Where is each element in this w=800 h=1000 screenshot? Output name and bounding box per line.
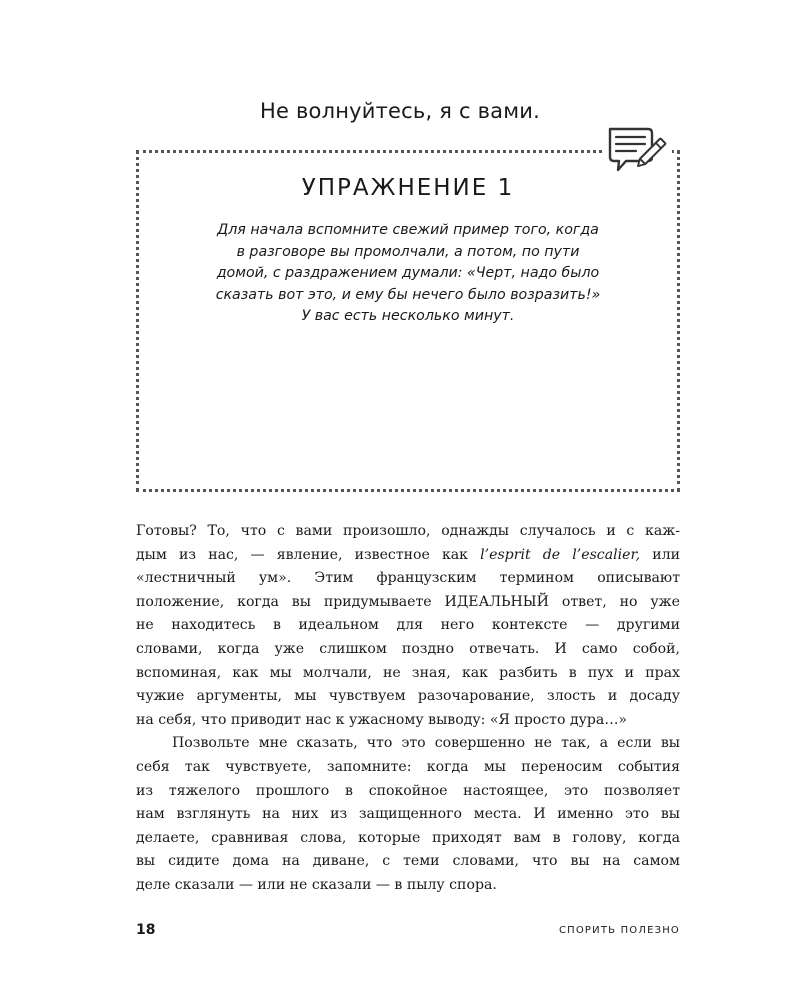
body-text <box>136 520 680 898</box>
body-line: делаете, сравнивая слова, которые приходят вам в голову, когда <box>136 829 680 846</box>
exercise-instructions <box>139 220 677 328</box>
exercise-line: сказать вот это, и ему бы нечего было возразить!» <box>215 286 601 303</box>
body-line: словами, когда уже слишком поздно отвечать. И само собой, <box>136 640 680 657</box>
body-line <box>136 544 680 568</box>
body-line: нам взглянуть на них из защищенного места. И именно это вы <box>136 806 680 823</box>
note-pencil-icon <box>602 124 672 182</box>
exercise-line: Для начала вспомните свежий пример того, когда <box>217 222 599 238</box>
body-line: деле сказали — или не сказали — в пылу спора. <box>136 876 497 893</box>
exercise-line: У вас есть несколько минут. <box>301 308 515 324</box>
body-line: не находитесь в идеальном для него контексте — другими <box>136 617 680 634</box>
body-line: Позвольте мне сказать, что это совершенно не так, а если вы <box>172 735 680 752</box>
page-number: 18 <box>136 922 156 938</box>
running-title: СПОРИТЬ ПОЛЕЗНО <box>558 925 680 936</box>
exercise-line: домой, с раздражением думали: «Черт, надо было <box>216 265 600 281</box>
body-line: положение, когда вы придумываете ИДЕАЛЬНЫЙ ответ, но уже <box>136 593 680 610</box>
exercise-title: УПРАЖНЕНИЕ 1 <box>301 175 515 201</box>
body-line-part: или <box>640 546 680 563</box>
body-line: из тяжелого прошлого в спокойное настоящее, это позволяет <box>136 782 680 799</box>
intro-line: Не волнуйтесь, я с вами. <box>259 99 540 123</box>
exercise-line: в разговоре вы промолчали, а потом, по пути <box>236 243 580 260</box>
body-line-part: дым из нас, — явление, известное как <box>136 546 481 563</box>
body-line: себя так чувствуете, запомните: когда мы переносим события <box>136 758 680 775</box>
body-line: вы сидите дома на диване, с теми словами, что вы на самом <box>136 853 680 870</box>
exercise-box <box>136 150 680 492</box>
body-line: «лестничный ум». Этим французским термином описывают <box>136 570 680 587</box>
body-line: чужие аргументы, мы чувствуем разочарование, злость и досаду <box>136 688 680 705</box>
body-line: на себя, что приводит нас к ужасному выводу: «Я просто дура…» <box>136 711 628 728</box>
body-line: Готовы? То, что с вами произошло, однажды случалось и с каж- <box>136 523 680 539</box>
body-line: вспоминая, как мы молчали, не зная, как разбить в пух и прах <box>136 664 680 681</box>
french-term: l’esprit de l’escalier, <box>480 546 641 563</box>
